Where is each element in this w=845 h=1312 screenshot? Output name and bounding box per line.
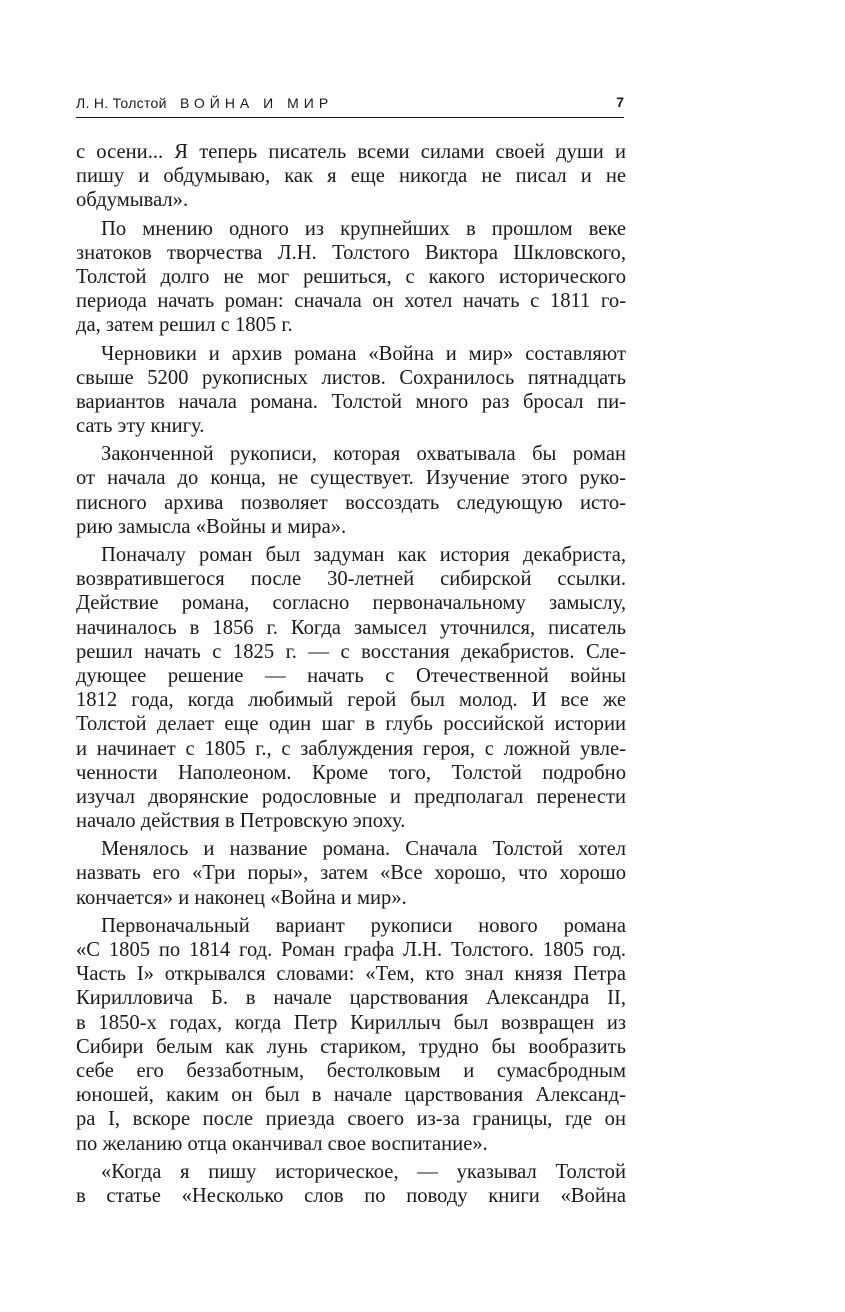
paragraph <box>76 543 626 833</box>
text-line: изучал дворянские родословные и предполагал перенести <box>76 785 626 808</box>
text-line: Первоначальный вариант рукописи нового романа <box>101 914 626 937</box>
page-number: 7 <box>616 94 624 110</box>
text-line: от начала до конца, не существует. Изучение этого руко- <box>76 467 626 490</box>
text-line: рию замысла «Войны и мира». <box>76 515 347 538</box>
paragraph <box>76 1160 626 1208</box>
text-line: и начинает с 1805 г., с заблуждения героя, с ложной увле- <box>76 737 626 760</box>
text-line: да, затем решил с 1805 г. <box>76 314 293 337</box>
text-line: По мнению одного из крупнейших в прошлом веке <box>101 217 626 240</box>
text-line: решил начать с 1825 г. — с восстания декабристов. Сле- <box>76 640 626 663</box>
paragraph <box>76 442 626 539</box>
text-line: возвратившегося после 30-летней сибирской ссылки. <box>76 568 626 591</box>
text-line: Действие романа, согласно первоначальному замыслу, <box>76 592 626 615</box>
text-line: пишу и обдумываю, как я еще никогда не писал и не <box>76 165 626 188</box>
text-line: дующее решение — начать с Отечественной войны <box>76 664 626 687</box>
text-line: обдумывал». <box>76 189 189 212</box>
text-line: ченности Наполеоном. Кроме того, Толстой подробно <box>76 761 626 784</box>
text-line: начало действия в Петровскую эпоху. <box>76 810 406 833</box>
paragraph <box>76 342 626 439</box>
text-line: Черновики и архив романа «Война и мир» составляют <box>101 342 626 365</box>
text-line: с осени... Я теперь писатель всеми силами своей души и <box>76 141 626 163</box>
text-line: в статье «Несколько слов по поводу книги «Война <box>76 1184 626 1207</box>
paragraph <box>76 914 626 1156</box>
text-line: в 1850-х годах, когда Петр Кириллыч был возвращен из <box>76 1011 626 1034</box>
text-line: Сибири белым как лунь стариком, трудно бы вообразить <box>76 1035 626 1058</box>
paragraph <box>76 837 626 910</box>
text-line: Законченной рукописи, которая охватывала бы роман <box>101 443 626 466</box>
running-head-author: Л. Н. Толстой <box>76 95 167 111</box>
text-line: Кирилловича Б. в начале царствования Александра II, <box>76 987 626 1010</box>
text-line: писного архива позволяет воссоздать следующую исто- <box>76 491 626 514</box>
text-line: Поначалу роман был задуман как история декабриста, <box>101 544 626 566</box>
text-line: «С 1805 по 1814 год. Роман графа Л.Н. Толстого. 1805 год. <box>76 939 626 961</box>
text-line: Менялось и название романа. Сначала Толстой хотел <box>101 838 626 861</box>
text-line: «Когда я пишу историческое, — указывал Толстой <box>101 1160 626 1183</box>
text-line: периода начать роман: сначала он хотел начать с 1811 го- <box>76 290 626 313</box>
running-head <box>76 93 624 118</box>
text-line: кончается» и наконец «Война и мир». <box>76 886 407 909</box>
text-line: Толстой делает еще один шаг в глубь российской истории <box>76 713 626 736</box>
body-text <box>76 140 626 1208</box>
text-line: Часть I» открывался словами: «Тем, кто знал князя Петра <box>76 963 626 986</box>
text-line: начиналось в 1856 г. Когда замысел уточнился, писатель <box>76 616 626 639</box>
text-line: 1812 года, когда любимый герой был молод. И все же <box>76 689 626 712</box>
text-line: назвать его «Три поры», затем «Все хорошо, что хорошо <box>76 862 626 885</box>
running-head-title: ВОЙНА И МИР <box>180 95 334 111</box>
text-line: по желанию отца оканчивал свое воспитание». <box>76 1132 488 1155</box>
text-line: свыше 5200 рукописных листов. Сохранилось пятнадцать <box>76 366 626 389</box>
text-line: юношей, каким он был в начале царствования Александ- <box>76 1084 626 1107</box>
text-line: знатоков творчества Л.Н. Толстого Виктора Шкловского, <box>76 241 626 264</box>
text-line: ра I, вскоре после приезда своего из-за границы, где он <box>76 1108 626 1131</box>
paragraph <box>76 140 626 213</box>
paragraph <box>76 217 626 338</box>
text-line: себе его беззаботным, бестолковым и сумасбродным <box>76 1059 626 1082</box>
text-line: Толстой долго не мог решиться, с какого исторического <box>76 265 626 288</box>
text-line: сать эту книгу. <box>76 415 205 438</box>
text-line: вариантов начала романа. Толстой много раз бросал пи- <box>76 390 626 413</box>
